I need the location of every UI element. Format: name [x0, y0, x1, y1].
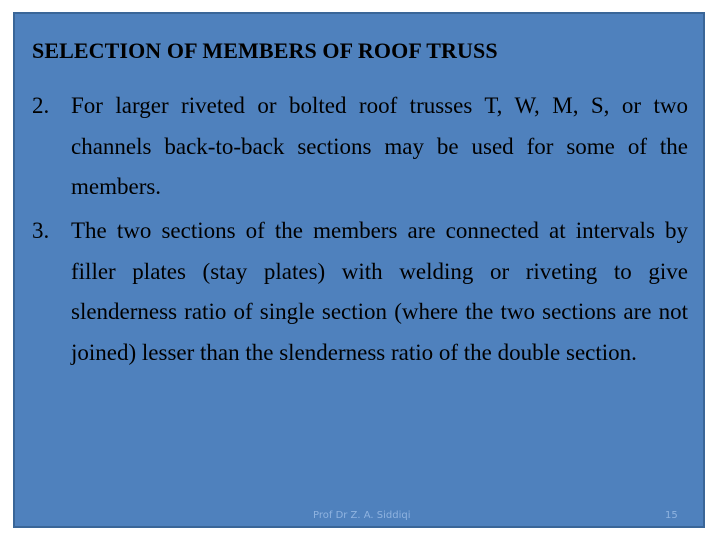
list-item-text: For larger riveted or bolted roof trusses T, W, M, S, or two channels back-to-back sections may be used for some of the members.	[71, 93, 688, 199]
list-item-number: 3.	[32, 218, 50, 243]
list-item-text: The two sections of the members are connected at intervals by filler plates (stay plates) with welding or riveting to give slenderness ratio of single section (where the two sections are not joined) lesser than the slenderness ratio of the double section.	[71, 218, 688, 365]
slide-title: SELECTION OF MEMBERS OF ROOF TRUSS	[32, 38, 498, 63]
list-item	[32, 211, 688, 373]
list-item	[32, 86, 688, 208]
page-number: 15	[665, 510, 678, 521]
footer-author: Prof Dr Z. A. Siddiqi	[313, 510, 411, 521]
slide	[13, 12, 705, 528]
list-item-number: 2.	[32, 93, 50, 118]
